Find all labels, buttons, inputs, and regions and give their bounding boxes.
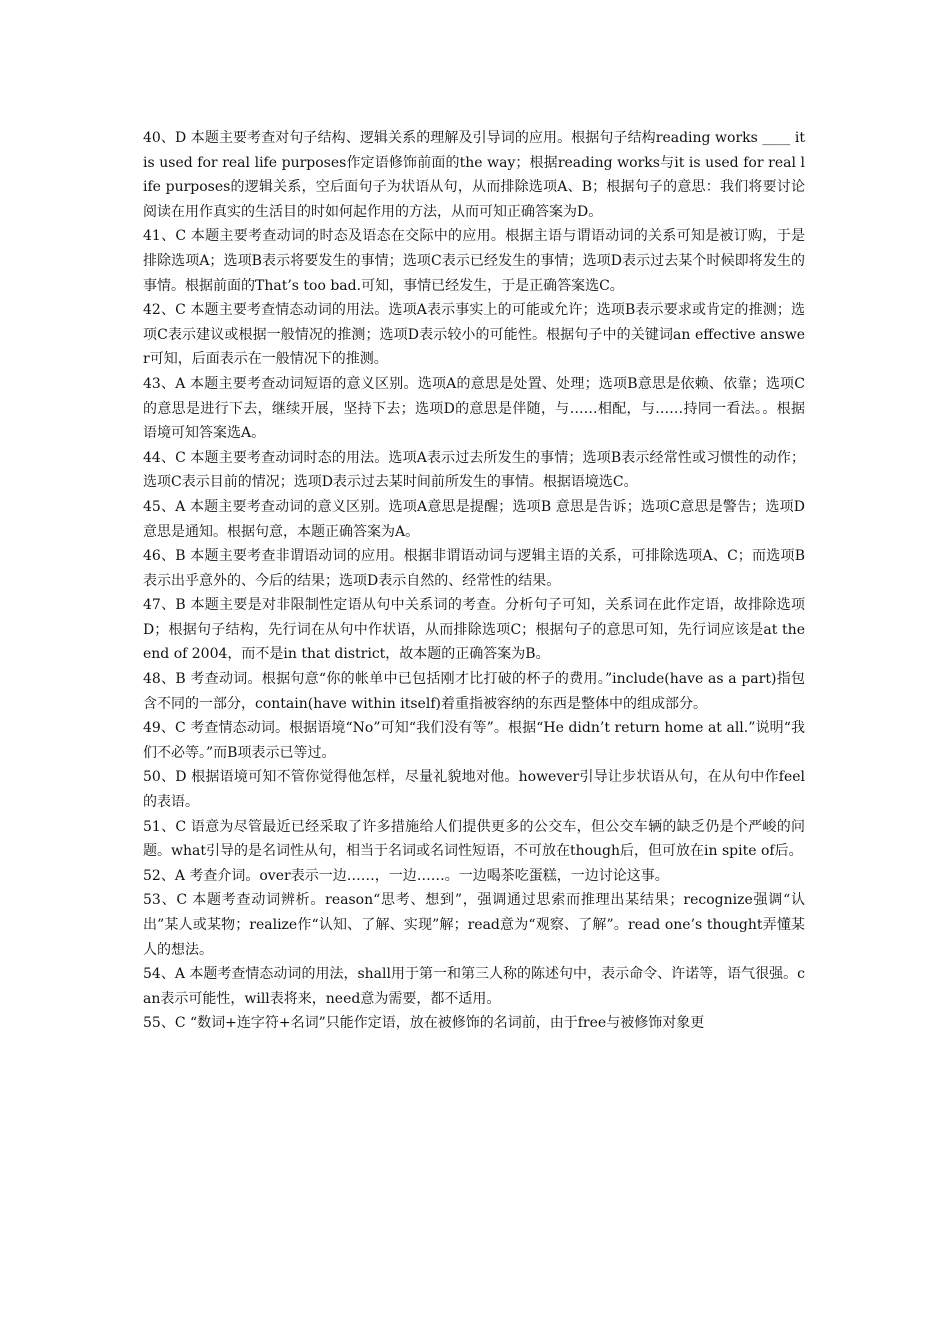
answer-explanation-43: 43、A 本题主要考查动词短语的意义区别。选项A的意思是处置、处理；选项B意思是依赖、依靠；选项C的意思是进行下去，继续开展，坚持下去；选项D的意思是伴随，与……相配，与……持同一看法。。根据语境可知答案选A。 [143, 375, 805, 442]
answer-explanation-47: 47、B 本题主要是对非限制性定语从句中关系词的考查。分析句子可知，关系词在此作定语，故排除选项D；根据句子结构，先行词在从句中作状语，从而排除选项C；根据句子的意思可知，先行词应该是at the end of 2004，而不是in that district，故本题的正确答案为B。 [143, 597, 805, 663]
answer-explanation-48: 48、B 考查动词。根据句意“你的帐单中已包括刚才比打破的杯子的费用。”include(have as a part)指包含不同的一部分，contain(have within itself)着重指被容纳的东西是整体中的组成部分。 [143, 671, 805, 712]
answer-explanation-51: 51、C 语意为尽管最近已经采取了许多措施给人们提供更多的公交车，但公交车辆的缺乏仍是个严峻的问题。what引导的是名词性从句，相当于名词或名词性短语，不可放在though后，但可放在in spite of后。 [143, 818, 805, 860]
answer-explanation-46: 46、B 本题主要考查非谓语动词的应用。根据非谓语动词与逻辑主语的关系，可排除选项A、C；而选项B表示出乎意外的、今后的结果；选项D表示自然的、经常性的结果。 [143, 548, 805, 589]
answer-explanation-55: 55、C “数词+连字符+名词”只能作定语，放在被修饰的名词前，由于free与被修饰对象更 [143, 1015, 705, 1032]
answer-explanation-49: 49、C 考查情态动词。根据语境“No”可知“我们没有等”。根据“He didn’t return home at all.”说明“我们不必等。”而B项表示已等过。 [143, 720, 805, 761]
answer-explanation-42: 42、C 本题主要考查情态动词的用法。选项A表示事实上的可能或允许；选项B表示要求或肯定的推测；选项C表示建议或根据一般情况的推测；选项D表示较小的可能性。根据句子中的关键词an effective answer可知，后面表示在一般情况下的推测。 [143, 302, 805, 368]
answer-explanation-40: 40、D 本题主要考查对句子结构、逻辑关系的理解及引导词的应用。根据句子结构reading works ____ it is used for real life purposes作定语修饰前面的the way；根据reading works与it is used for real life purposes的逻辑关系，空后面句子为状语从句，从而排除选项A、B；根据句子的意思：我们将要讨论阅读在用作真实的生活目的时如何起作用的方法，从而可知正确答案为D。 [143, 130, 805, 220]
answer-explanations [143, 126, 805, 1036]
answer-explanation-50: 50、D 根据语境可知不管你觉得他怎样，尽量礼貌地对他。however引导让步状语从句，在从句中作feel的表语。 [143, 769, 805, 811]
answer-explanation-52: 52、A 考查介词。over表示一边……，一边……。一边喝茶吃蛋糕，一边讨论这事。 [143, 867, 669, 884]
answer-explanation-41: 41、C 本题主要考查动词的时态及语态在交际中的应用。根据主语与谓语动词的关系可知是被订购，于是排除选项A；选项B表示将要发生的事情；选项C表示已经发生的事情；选项D表示过去某个时候即将发生的事情。根据前面的That’s too bad.可知，事情已经发生，于是正确答案选C。 [143, 228, 805, 294]
answer-explanation-44: 44、C 本题主要考查动词时态的用法。选项A表示过去所发生的事情；选项B表示经常性或习惯性的动作；选项C表示目前的情况；选项D表示过去某时间前所发生的事情。根据语境选C。 [143, 449, 805, 491]
answer-explanation-45: 45、A 本题主要考查动词的意义区别。选项A意思是提醒；选项B 意思是告诉；选项C意思是警告；选项D意思是通知。根据句意，本题正确答案为A。 [143, 498, 805, 540]
answer-explanation-54: 54、A 本题考查情态动词的用法，shall用于第一和第三人称的陈述句中，表示命令、许诺等，语气很强。can表示可能性，will表将来，need意为需要，都不适用。 [143, 966, 805, 1007]
answer-explanation-53: 53、C 本题考查动词辨析。reason“思考、想到”，强调通过思索而推理出某结果；recognize强调“认出”某人或某物；realize作“认知、了解、实现”解；read意为“观察、了解”。read one’s thought弄懂某人的想法。 [143, 892, 805, 958]
